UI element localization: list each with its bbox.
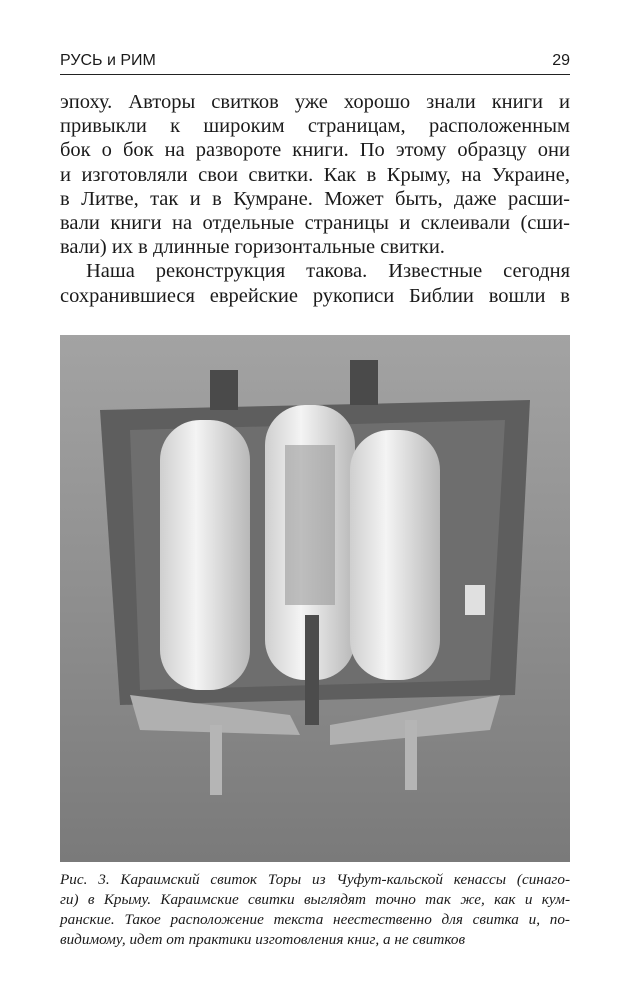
text-line: и изготовляли свои свитки. Как в Крыму, на Украине, <box>60 163 570 186</box>
torah-scroll-photo <box>60 335 570 862</box>
text-line: Наша реконструкция такова. Известные сегодня <box>86 260 570 283</box>
page-number: 29 <box>552 52 570 69</box>
text-line: сохранившиеся еврейские рукописи Библии вошли в <box>60 284 570 307</box>
figure-caption <box>60 870 570 950</box>
text-line: привыкли к широким страницам, расположенным <box>60 115 570 138</box>
running-header <box>60 52 570 75</box>
text-line: эпоху. Авторы свитков уже хорошо знали книги и <box>60 91 570 113</box>
body-text <box>60 90 570 308</box>
running-title: РУСЬ и РИМ <box>60 52 156 69</box>
caption-line: видимому, идет от практики изготовления книг, а не свитков <box>60 931 466 948</box>
text-line: вали) их в длинные горизонтальные свитки. <box>60 236 445 259</box>
caption-line: ги) в Крыму. Караимские свитки выглядят точно так же, как и кум- <box>60 891 570 908</box>
text-line: вали книги на отдельные страницы и склеивали (сши- <box>60 212 570 235</box>
text-line: бок о бок на развороте книги. По этому образцу они <box>60 139 570 162</box>
caption-line: Рис. 3. Караимский свиток Торы из Чуфут-кальской кенассы (синаго- <box>60 871 570 888</box>
text-line: в Литве, так и в Кумране. Может быть, даже расши- <box>60 187 570 210</box>
scroll-illustration <box>60 335 570 862</box>
caption-line: ранские. Такое расположение текста неестественно для свитка и, по- <box>60 911 570 928</box>
